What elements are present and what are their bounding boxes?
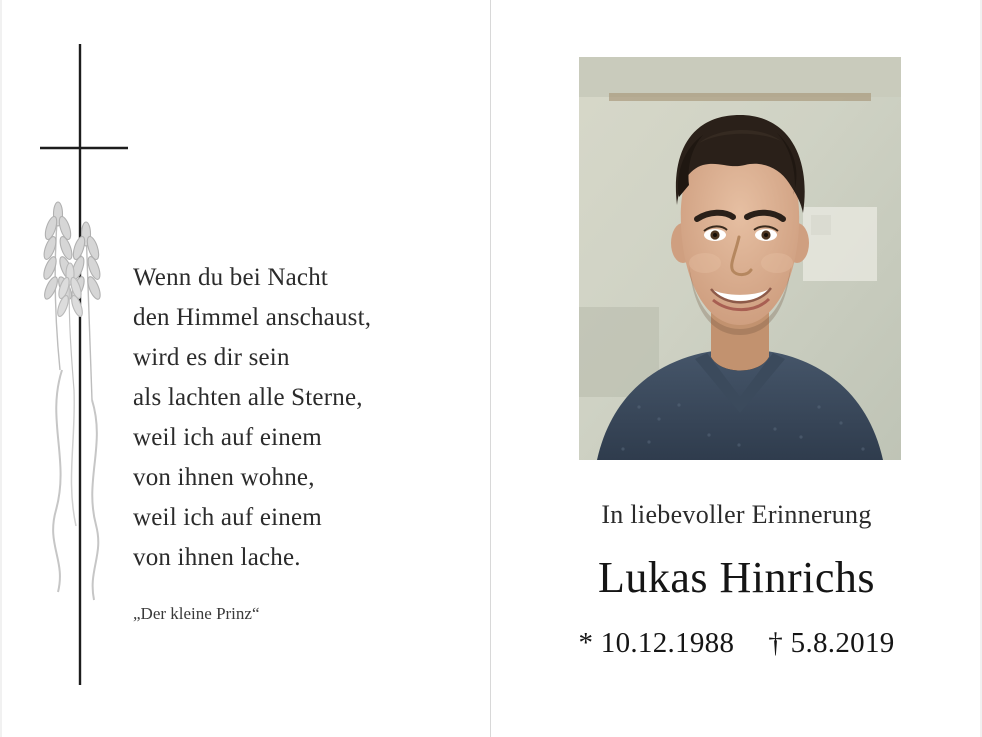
portrait-photo xyxy=(579,57,901,460)
poem-line: wird es dir sein xyxy=(133,344,290,371)
poem-line: von ihnen wohne, xyxy=(133,464,315,491)
deceased-name: Lukas Hinrichs xyxy=(597,553,876,602)
poem-line: Wenn du bei Nacht xyxy=(133,264,329,291)
poem xyxy=(133,258,463,624)
birth-date: * 10.12.1988 xyxy=(578,627,735,659)
poem-line: von ihnen lache. xyxy=(133,544,301,571)
poem-line: als lachten alle Sterne, xyxy=(133,384,363,411)
in-memory-line: In liebevoller Erinnerung xyxy=(601,500,872,529)
poem-line: weil ich auf einem xyxy=(133,504,322,531)
right-page xyxy=(491,0,982,737)
poem-line: weil ich auf einem xyxy=(133,424,322,451)
cross-with-wheat-icon xyxy=(18,40,138,690)
poem-line: den Himmel anschaust, xyxy=(133,304,372,331)
poem-source: „Der kleine Prinz“ xyxy=(133,604,260,623)
memorial-text xyxy=(491,500,982,660)
life-dates xyxy=(491,627,982,660)
death-date: † 5.8.2019 xyxy=(768,627,895,659)
